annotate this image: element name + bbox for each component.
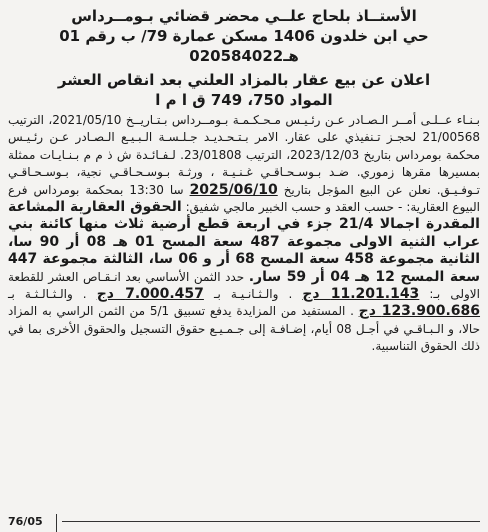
price-lot-3-label: . والـثـالـثـة بـ <box>8 287 87 302</box>
property-description: الحقوق العقارية المشاعة المقدرة اجمالا 21/4 جزء في اربعة قطع أرضية ثلاث منها كائنة بني عراب الثنية الاولى مجموعة 487 سعة المسح 01 هـ 08 أر 90 سا، الثانية مجموعة 458 سعة المسح 68 أر و 06 سا، الثالثة مجموعة 447 سعة المسح 12 هـ 04 أر 59 سار. <box>8 199 481 285</box>
legal-articles: المواد 750، 749 ق ا م ا <box>155 91 333 109</box>
base-price-intro: حدد الثمن الأساسي بعد انـقـاص العشر للقطعة الاولى بـ: <box>8 269 480 302</box>
announcement-title: اعلان عن بيع عقار بالمزاد العلني بعد انقاص العشر <box>57 71 431 89</box>
lawyer-name: الأستــاذ بلحاج علــي محضر قضائي بـومــرداس <box>71 7 417 25</box>
phone-number: هـ020584022 <box>189 47 299 65</box>
court-order-text: بـنـاء عــلـى أمــر الـصـادر عـن رئـيـس مـحـكـمـة بـومــرداس بـتـاريــخ 2021/05/10، الترتيب 21/00568 لحجـز تـنفيذي على عقار. الامر بـتـحـديـد جـلـسـة الـبـيـع الـصـادر عـن رئـيـس محكمة بومرداس بتاريخ 2023/12/03، الترتيب 23/01808. لـفـائـدة ش ذ م م بـنـايـات ممثلة بمسيرها مقرها زموري. ضـد بـوسـحـاقـي غـنـيـة ، ورثـة بـوسـحـاقـي نجية، بـوسـحـاقـي تـوفـيـق. نعلن عن البيع المؤجل بتاريخ <box>8 113 481 197</box>
footer-rule <box>62 521 480 522</box>
announcement-body <box>8 112 480 356</box>
price-lot-1: 11.201.143 دج <box>302 286 420 303</box>
sale-venue-text: سا 13:30 بمحكمة بومرداس فرع البيوع العقارية: - حسب العقد و حسب الخبير مالجي شفيق: <box>8 182 480 215</box>
price-lot-2-label: . والـثـانـيـة بـ <box>213 287 293 302</box>
footer-divider <box>56 514 57 532</box>
page-footer <box>0 514 488 532</box>
office-address: حي ابن خلدون 1406 مسكن عمارة 79/ ب رقم 01 <box>59 27 429 45</box>
price-lot-3: 123.900.686 دج <box>358 303 481 320</box>
issue-code: 76/05 <box>8 515 43 528</box>
price-lot-2: 7.000.457 دج <box>96 286 204 303</box>
payment-terms: . المستفيد من المزايدة يدفع تسبيق 5/1 من الثمن الراسي به المزاد حالا، و الـبـاقـي في أجـل 08 أيام، إضـافـة إلى جـمـيـع حقوق التسجيل والحقوق الأخرى بما في ذلك الحقوق التناسبية. <box>8 304 480 354</box>
sale-date: 2025/06/10 <box>189 181 278 198</box>
